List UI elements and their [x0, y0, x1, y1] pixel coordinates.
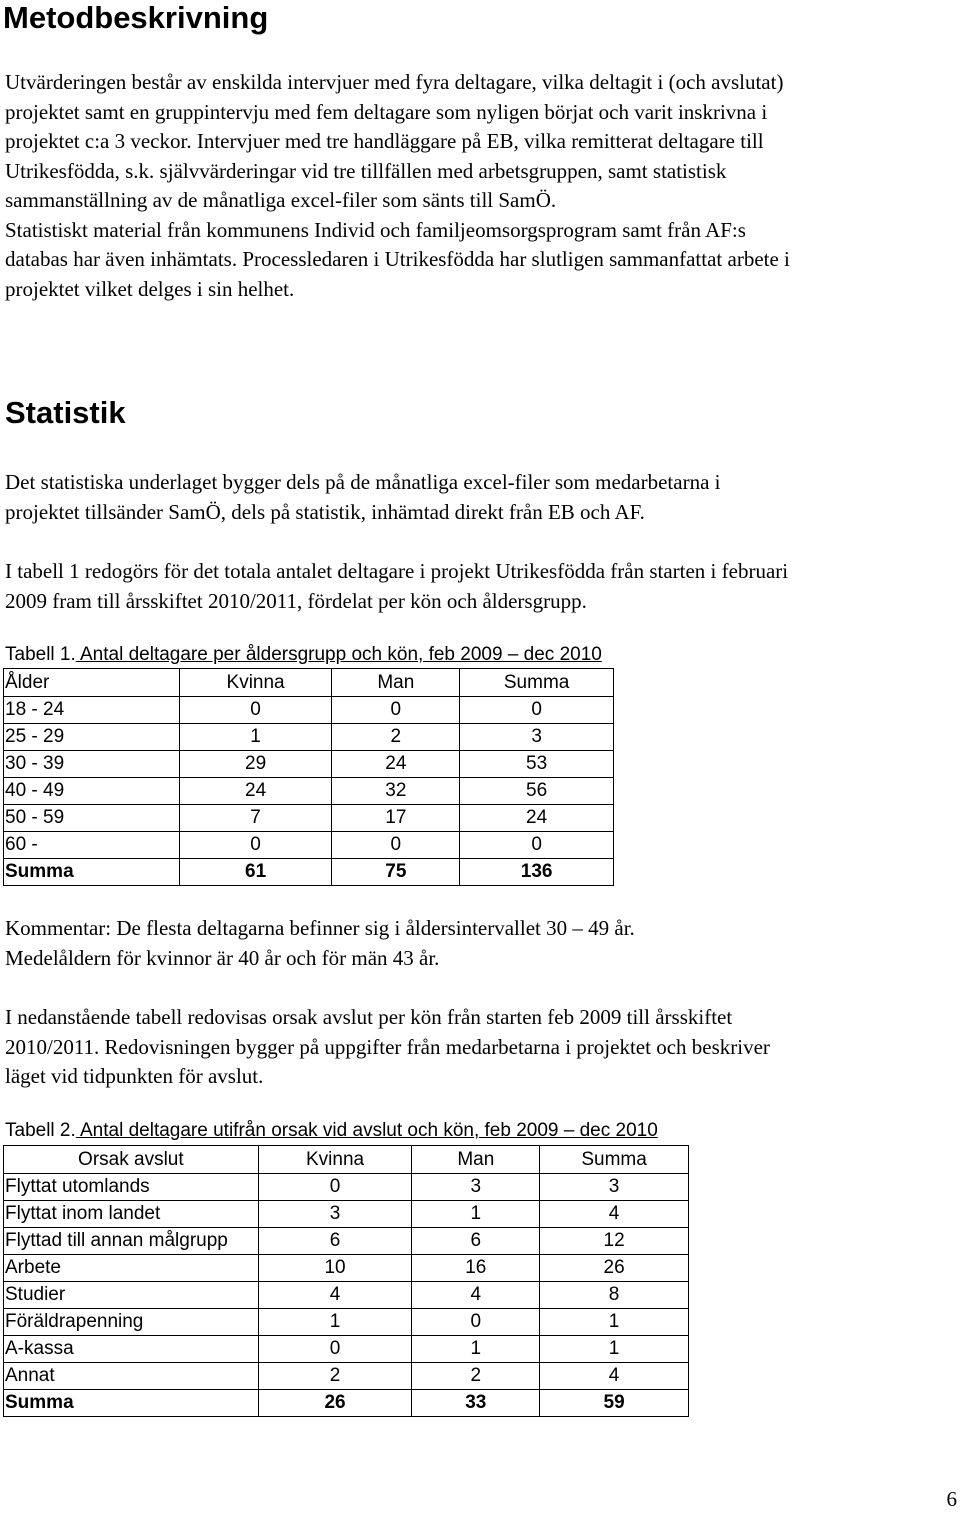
total-cell: 26: [258, 1390, 412, 1417]
table-cell: 0: [412, 1309, 540, 1336]
total-cell: Summa: [4, 1390, 259, 1417]
table-cell: 8: [540, 1282, 689, 1309]
table1-caption: [5, 643, 602, 667]
table1-caption-text: Antal deltagare per åldersgrupp och kön, feb 2009 – dec 2010: [75, 644, 602, 665]
paragraph-stats-intro: Det statistiska underlaget bygger dels på de månatliga excel-filer som medarbetarna i projektet tillsänder SamÖ, dels på statistik, inhämtad direkt från EB och AF.: [5, 470, 721, 524]
total-cell: 59: [540, 1390, 689, 1417]
table-row: [4, 805, 614, 832]
table-cell: 18 - 24: [4, 697, 180, 724]
total-cell: 75: [332, 859, 460, 886]
table-cell: 53: [460, 751, 614, 778]
table-cell: 16: [412, 1255, 540, 1282]
paragraph-table1-intro: I tabell 1 redogörs för det totala antalet deltagare i projekt Utrikesfödda från starten i februari 2009 fram till årsskiftet 2010/2011, fördelat per kön och åldersgrupp.: [5, 559, 789, 613]
table-total-row: [4, 859, 614, 886]
table-row: [4, 724, 614, 751]
table-row: [4, 1255, 689, 1282]
table-cell: 56: [460, 778, 614, 805]
table2-caption-text: Antal deltagare utifrån orsak vid avslut och kön, feb 2009 – dec 2010: [75, 1120, 658, 1141]
table-cell: 17: [332, 805, 460, 832]
table-cell: 1: [258, 1309, 412, 1336]
table-cell: Studier: [4, 1282, 259, 1309]
table-row: [4, 1228, 689, 1255]
paragraph-comment: Kommentar: De flesta deltagarna befinner sig i åldersintervallet 30 – 49 år. Medelåldern för kvinnor är 40 år och för män 43 år.: [5, 916, 635, 970]
table-row: [4, 1174, 689, 1201]
table-cell: 3: [540, 1174, 689, 1201]
table-cell: 0: [179, 697, 332, 724]
table2: [3, 1145, 689, 1417]
table-cell: 2: [332, 724, 460, 751]
table-header-row: [4, 1146, 689, 1174]
column-header: Man: [412, 1146, 540, 1174]
table-cell: 2: [412, 1363, 540, 1390]
table-cell: 0: [460, 832, 614, 859]
table1-caption-label: Tabell 1.: [5, 644, 76, 665]
heading-method: Metodbeskrivning: [3, 0, 269, 35]
table-cell: 1: [540, 1309, 689, 1336]
column-header: Summa: [460, 669, 614, 697]
table-row: [4, 1309, 689, 1336]
table-row: [4, 1363, 689, 1390]
table-header-row: [4, 669, 614, 697]
table2-caption-label: Tabell 2.: [5, 1120, 76, 1141]
heading-statistik: Statistik: [5, 395, 126, 430]
table-cell: 4: [540, 1201, 689, 1228]
table-cell: 0: [258, 1174, 412, 1201]
table-cell: 1: [412, 1336, 540, 1363]
table-cell: 0: [460, 697, 614, 724]
total-cell: 33: [412, 1390, 540, 1417]
table-cell: 10: [258, 1255, 412, 1282]
table-cell: 24: [332, 751, 460, 778]
table-total-row: [4, 1390, 689, 1417]
table-cell: 2: [258, 1363, 412, 1390]
table-cell: Flyttat utomlands: [4, 1174, 259, 1201]
table-cell: 29: [179, 751, 332, 778]
table-row: [4, 1282, 689, 1309]
table-cell: 4: [412, 1282, 540, 1309]
table-cell: 6: [258, 1228, 412, 1255]
table-cell: Annat: [4, 1363, 259, 1390]
table-cell: 0: [332, 697, 460, 724]
column-header: Kvinna: [179, 669, 332, 697]
table-cell: 0: [258, 1336, 412, 1363]
table-cell: 60 -: [4, 832, 180, 859]
paragraph-method: Utvärderingen består av enskilda intervjuer med fyra deltagare, vilka deltagit i (och avslutat) projektet samt en gruppintervju med fem deltagare som nyligen börjat och varit inskrivna i projektet c:a 3 veckor. Intervjuer med tre handläggare på EB, vilka remitterat deltagare till Utrikesfödda, s.k. självvärderingar vid tre tillfällen med arbetsgruppen, samt statistisk sammanställning av de månatliga excel-filer som sänts till SamÖ. Statistiskt material från kommunens Individ och familjeomsorgsprogram samt från AF:s databas har även inhämtats. Processledaren i Utrikesfödda har slutligen sammanfattat arbete i projektet vilket delges i sin helhet.: [5, 70, 790, 301]
column-header: Kvinna: [258, 1146, 412, 1174]
total-cell: Summa: [4, 859, 180, 886]
table-row: [4, 751, 614, 778]
table-cell: A-kassa: [4, 1336, 259, 1363]
table-cell: 3: [460, 724, 614, 751]
paragraph-table2-intro: I nedanstående tabell redovisas orsak avslut per kön från starten feb 2009 till årsskiftet 2010/2011. Redovisningen bygger på uppgifter från medarbetarna i projektet och beskriver läget vid tidpunkten för avslut.: [5, 1005, 770, 1088]
table2-caption: [5, 1119, 658, 1143]
table-cell: 40 - 49: [4, 778, 180, 805]
table-cell: 4: [540, 1363, 689, 1390]
table-cell: 26: [540, 1255, 689, 1282]
table-cell: 3: [258, 1201, 412, 1228]
column-header: Ålder: [4, 669, 180, 697]
table-row: [4, 1201, 689, 1228]
table-cell: 32: [332, 778, 460, 805]
table-cell: Arbete: [4, 1255, 259, 1282]
total-cell: 136: [460, 859, 614, 886]
table-cell: 1: [412, 1201, 540, 1228]
table-cell: 30 - 39: [4, 751, 180, 778]
table-cell: 3: [412, 1174, 540, 1201]
page-number: 6: [946, 1487, 957, 1511]
table-cell: Flyttad till annan målgrupp: [4, 1228, 259, 1255]
table-row: [4, 832, 614, 859]
table1: [3, 668, 614, 886]
table-cell: 1: [540, 1336, 689, 1363]
column-header: Man: [332, 669, 460, 697]
table-row: [4, 778, 614, 805]
table-cell: 1: [179, 724, 332, 751]
table-cell: 6: [412, 1228, 540, 1255]
table-cell: 0: [332, 832, 460, 859]
table-cell: 50 - 59: [4, 805, 180, 832]
table-cell: Flyttat inom landet: [4, 1201, 259, 1228]
table-row: [4, 1336, 689, 1363]
table-cell: 4: [258, 1282, 412, 1309]
table-cell: Föräldrapenning: [4, 1309, 259, 1336]
table-cell: 0: [179, 832, 332, 859]
column-header: Orsak avslut: [4, 1146, 259, 1174]
table-cell: 7: [179, 805, 332, 832]
table-cell: 24: [179, 778, 332, 805]
table-row: [4, 697, 614, 724]
table-cell: 12: [540, 1228, 689, 1255]
total-cell: 61: [179, 859, 332, 886]
table-cell: 24: [460, 805, 614, 832]
column-header: Summa: [540, 1146, 689, 1174]
table-cell: 25 - 29: [4, 724, 180, 751]
